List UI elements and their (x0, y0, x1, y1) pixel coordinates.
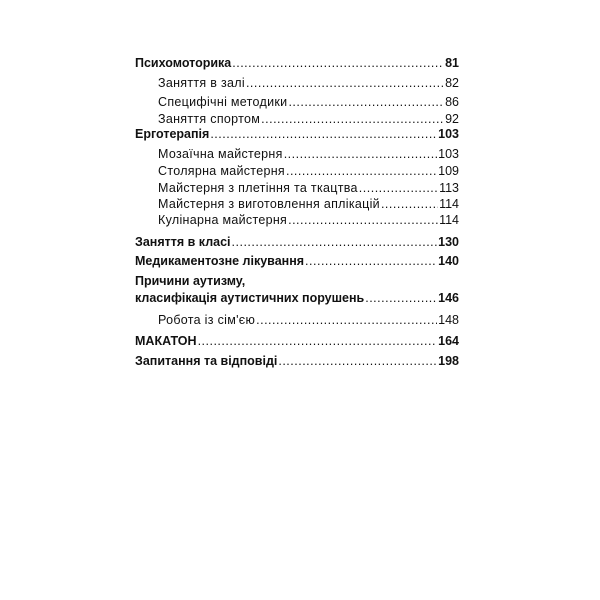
toc-entry-page: 103 (438, 147, 459, 161)
toc-entry-label: Робота із сім'єю (158, 313, 256, 327)
toc-entry-page: 140 (438, 254, 459, 268)
dot-leader (256, 312, 437, 328)
dot-leader (359, 180, 438, 196)
dot-leader (246, 75, 444, 91)
toc-entry (135, 126, 459, 142)
toc-entry-label: Медикаментозне лікування (135, 254, 305, 268)
dot-leader (210, 126, 437, 142)
toc-entry-page: 198 (438, 354, 459, 368)
toc-entry (135, 253, 459, 269)
toc-entry-page: 82 (445, 76, 459, 90)
toc-entry-label: Заняття спортом (158, 112, 261, 126)
toc-entry-page: 114 (439, 197, 459, 211)
dot-leader (305, 253, 437, 269)
toc-entry (158, 312, 459, 328)
toc-entry (135, 333, 459, 349)
toc-entry-page: 81 (445, 56, 459, 70)
toc-entry-label: Заняття в класі (135, 235, 231, 249)
dot-leader (278, 353, 437, 369)
toc-entry-label: Запитання та відповіді (135, 354, 278, 368)
dot-leader (288, 212, 438, 228)
dot-leader (198, 333, 438, 349)
toc-entry-label: Майстерня з виготовлення аплікацій (158, 197, 380, 211)
toc-entry-page: 164 (438, 334, 459, 348)
toc-entry-page: 113 (439, 181, 459, 195)
toc-entry (158, 111, 459, 127)
toc-entry (158, 180, 459, 196)
toc-entry (135, 290, 459, 306)
toc-entry (158, 146, 459, 162)
dot-leader (381, 196, 438, 212)
toc-entry (158, 75, 459, 91)
toc-entry (135, 55, 459, 71)
toc-entry-page: 86 (445, 95, 459, 109)
toc-entry-label: Специфічні методики (158, 95, 288, 109)
toc-entry-label: Причини аутизму, (135, 274, 246, 288)
toc-entry (135, 234, 459, 250)
dot-leader (232, 234, 438, 250)
toc-entry (135, 353, 459, 369)
toc-entry-page: 103 (438, 127, 459, 141)
toc-entry (158, 196, 459, 212)
toc-entry (158, 94, 459, 110)
toc-entry (158, 163, 459, 179)
toc-entry-label: Заняття в залі (158, 76, 245, 90)
toc-entry-page: 92 (445, 112, 459, 126)
toc-entry-label: Столярна майстерня (158, 164, 285, 178)
dot-leader (288, 94, 444, 110)
toc-entry (158, 212, 459, 228)
toc-entry-label: класифікація аутистичних порушень (135, 291, 365, 305)
toc-entry-page: 146 (438, 291, 459, 305)
dot-leader (261, 111, 444, 127)
toc-entry-label: Психомоторика (135, 56, 232, 70)
dot-leader (232, 55, 444, 71)
toc-entry-page: 114 (439, 213, 459, 227)
toc-entry-page: 148 (438, 313, 459, 327)
dot-leader (365, 290, 437, 306)
toc-entry-page: 130 (438, 235, 459, 249)
toc-entry-label: Ерготерапія (135, 127, 210, 141)
toc-entry-page: 109 (438, 164, 459, 178)
dot-leader (284, 146, 437, 162)
toc-entry-label: Мозаїчна майстерня (158, 147, 283, 161)
toc-entry-label: МАКАТОН (135, 334, 197, 348)
dot-leader (286, 163, 437, 179)
toc-entry-label: Кулінарна майстерня (158, 213, 288, 227)
toc-entry-label: Майстерня з плетіння та ткацтва (158, 181, 358, 195)
